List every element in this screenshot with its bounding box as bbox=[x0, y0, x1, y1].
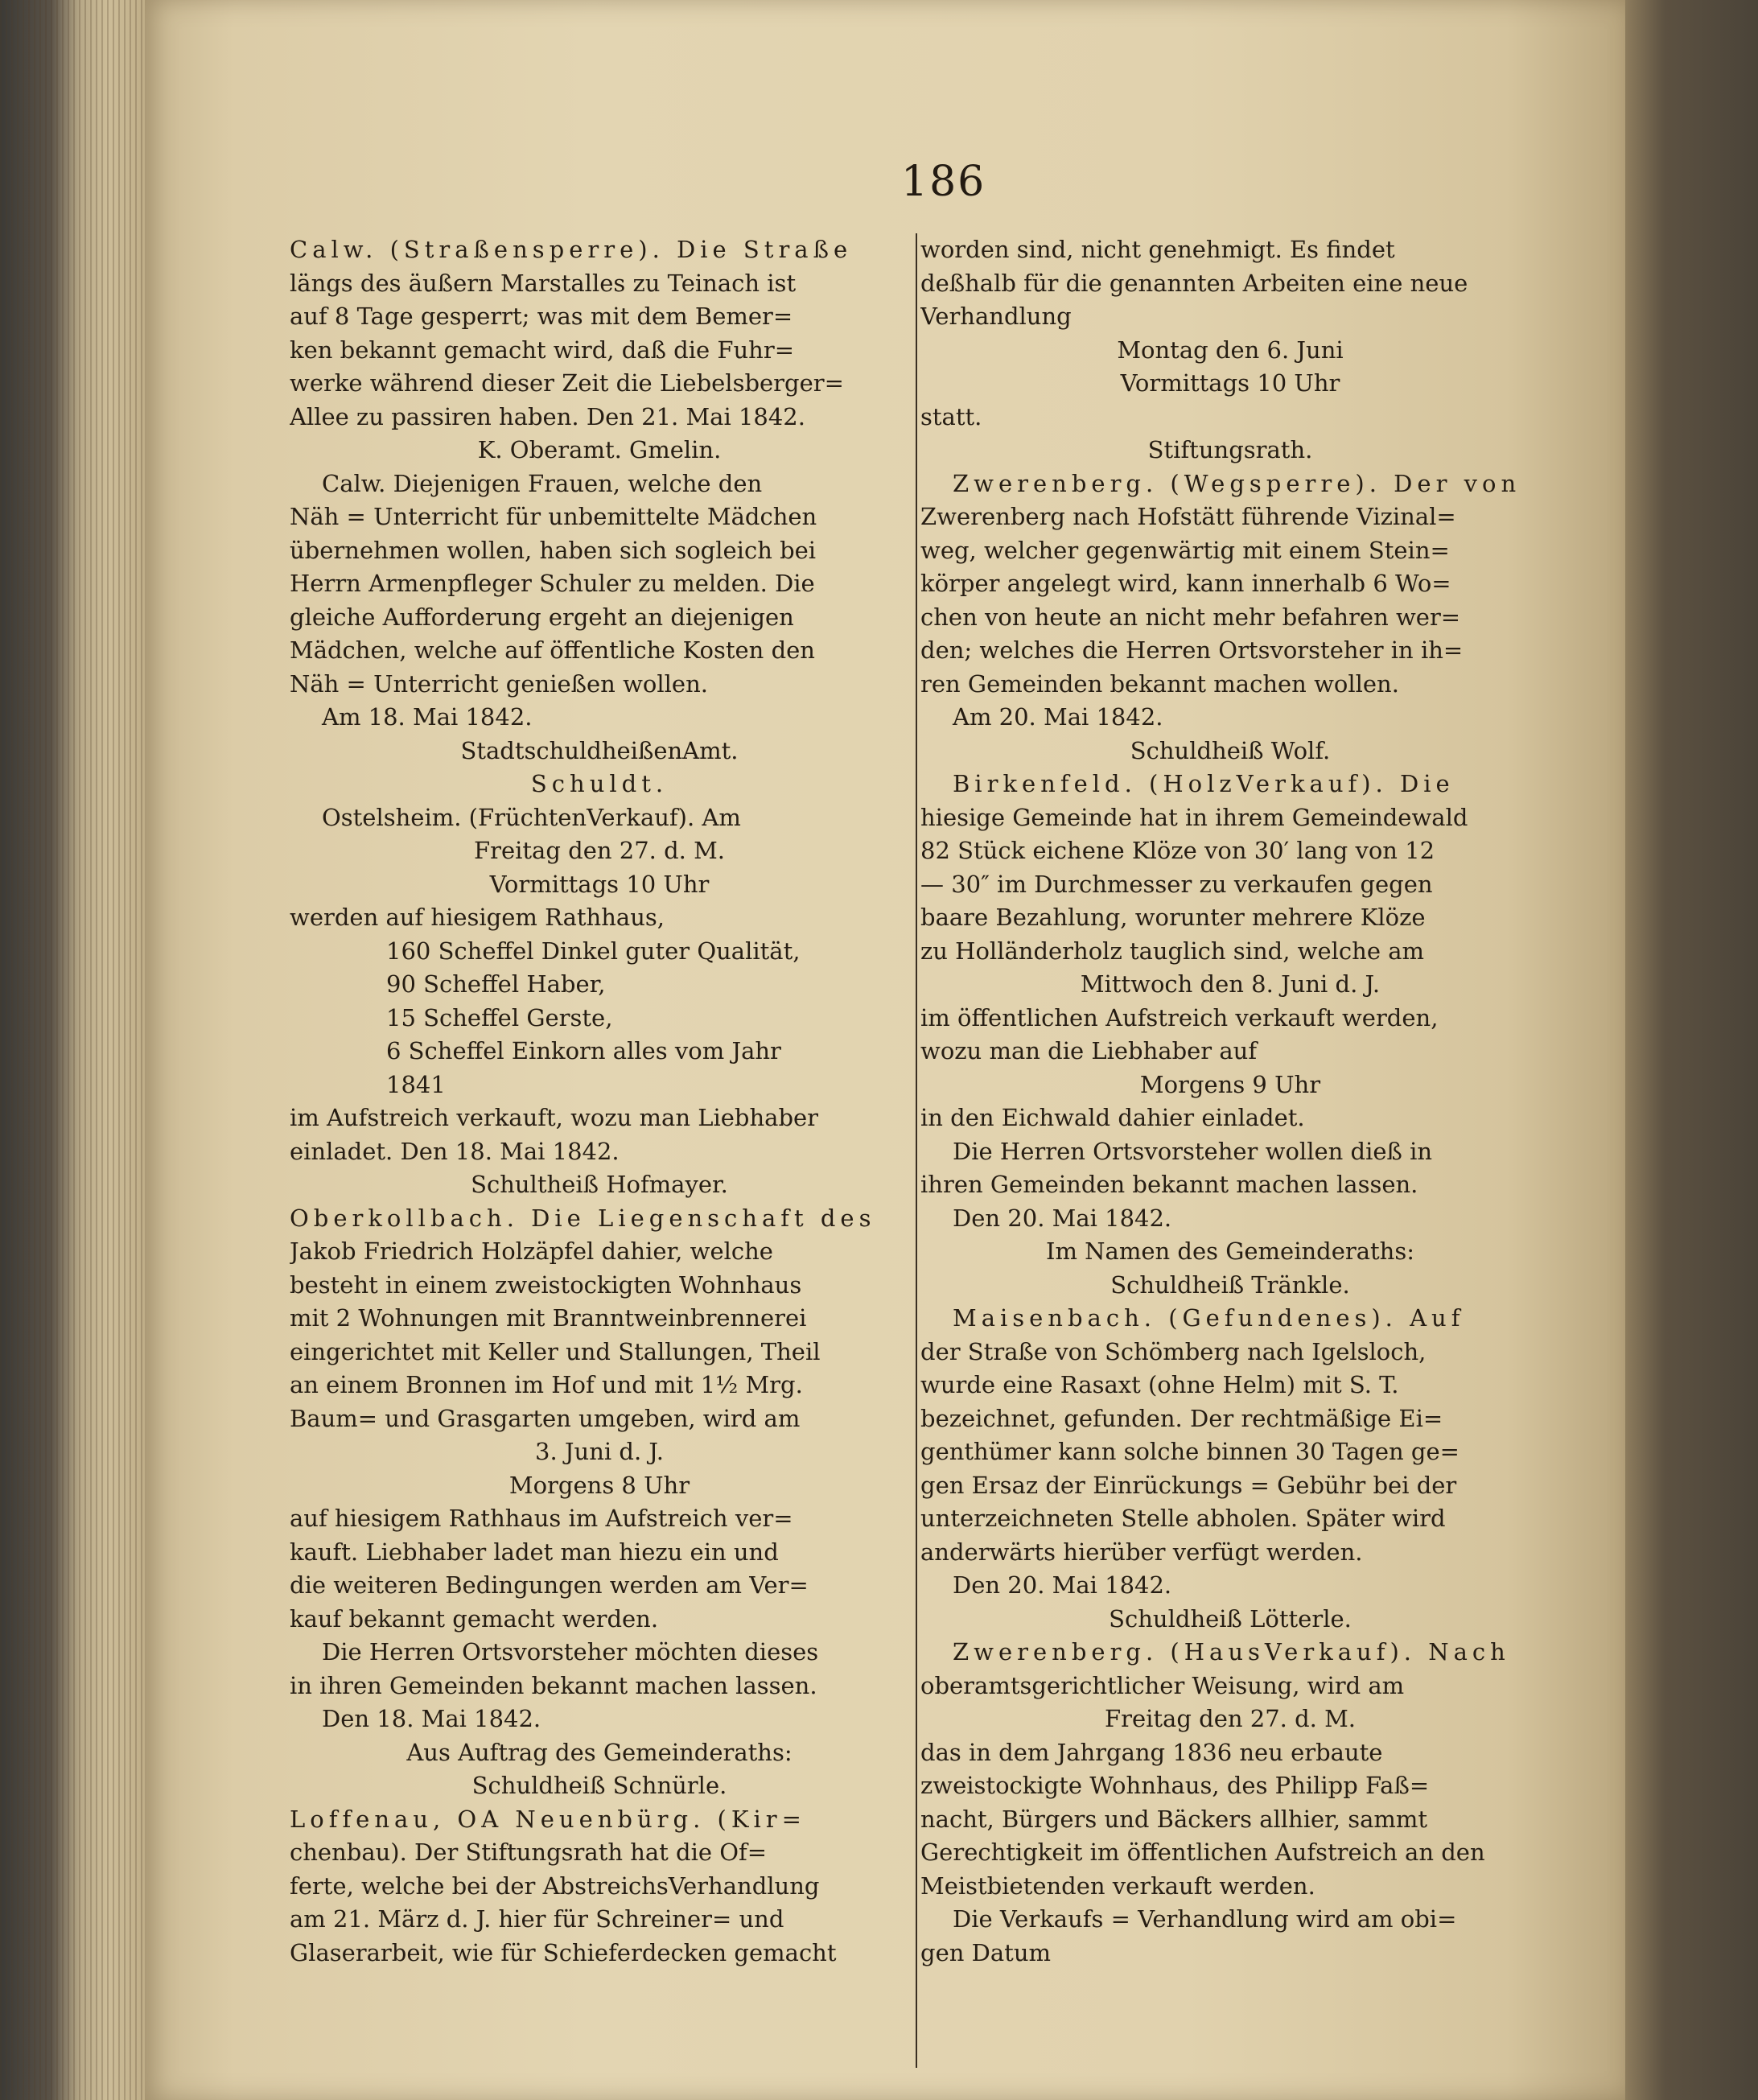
text-line: kauf bekannt gemacht werden. bbox=[290, 1604, 659, 1633]
text-line: längs des äußern Marstalles zu Teinach ist bbox=[290, 269, 797, 297]
text-line: gleiche Aufforderung ergeht an diejenigen bbox=[290, 603, 794, 631]
text-line: Morgens 9 Uhr bbox=[1139, 1070, 1321, 1098]
text-line: auf hiesigem Rathhaus im Aufstreich ver= bbox=[290, 1505, 793, 1532]
text-line: ferte, welche bei der AbstreichsVerhandlung bbox=[290, 1871, 820, 1900]
text-line: 160 Scheffel Dinkel guter Qualität, bbox=[386, 937, 801, 965]
text-line: hiesige Gemeinde hat in ihrem Gemeindewald bbox=[920, 803, 1468, 831]
text-line: StadtschuldheißenAmt. bbox=[460, 736, 739, 764]
text-line: Schuldheiß Schnürle. bbox=[471, 1772, 727, 1799]
text-line: Im Namen des Gemeinderaths: bbox=[1045, 1237, 1415, 1265]
text-line: den; welches die Herren Ortsvorsteher in ih= bbox=[920, 636, 1464, 664]
text-line: Vormittags 10 Uhr bbox=[1120, 369, 1340, 397]
text-line: 15 Scheffel Gerste, bbox=[386, 1003, 613, 1031]
right-column bbox=[920, 233, 1540, 1970]
text-line: gen Ersaz der Einrückungs = Gebühr bei der bbox=[920, 1471, 1457, 1499]
text-line: 90 Scheffel Haber, bbox=[386, 970, 606, 998]
text-line: 82 Stück eichene Klöze von 30′ lang von 12 bbox=[920, 837, 1435, 864]
text-line: — 30″ im Durchmesser zu verkaufen gegen bbox=[920, 870, 1433, 898]
text-line: Schuldheiß Wolf. bbox=[1130, 736, 1331, 764]
text-line: zweistockigte Wohnhaus, des Philipp Faß= bbox=[920, 1772, 1430, 1799]
text-line: 3. Juni d. J. bbox=[535, 1438, 664, 1465]
text-line: im öffentlichen Aufstreich verkauft werden, bbox=[920, 1003, 1439, 1031]
text-line: Den 20. Mai 1842. bbox=[953, 1204, 1172, 1232]
text-line: Schultheiß Hofmayer. bbox=[471, 1171, 728, 1198]
facing-page-edge bbox=[1625, 0, 1758, 2100]
text-line: Maisenbach. (Gefundenes). Auf bbox=[953, 1304, 1465, 1332]
text-line: wozu man die Liebhaber auf bbox=[920, 1037, 1258, 1064]
text-line: Am 18. Mai 1842. bbox=[322, 703, 533, 731]
text-line: Den 20. Mai 1842. bbox=[953, 1571, 1172, 1599]
text-line: Schuldheiß Lötterle. bbox=[1109, 1604, 1352, 1633]
text-line: einladet. Den 18. Mai 1842. bbox=[290, 1137, 620, 1165]
text-line: werke während dieser Zeit die Liebelsberger= bbox=[290, 369, 844, 397]
text-line: das in dem Jahrgang 1836 neu erbaute bbox=[920, 1738, 1383, 1766]
text-line: oberamtsgerichtlicher Weisung, wird am bbox=[920, 1671, 1405, 1699]
text-line: genthümer kann solche binnen 30 Tagen ge= bbox=[920, 1438, 1460, 1465]
text-line: Baum= und Grasgarten umgeben, wird am bbox=[290, 1404, 801, 1432]
page-number: 186 bbox=[901, 158, 986, 206]
text-line: Gerechtigkeit im öffentlichen Aufstreich an den bbox=[920, 1839, 1485, 1866]
text-line: Mädchen, welche auf öffentliche Kosten den bbox=[290, 636, 815, 664]
text-line: Schuldheiß Tränkle. bbox=[1110, 1270, 1350, 1299]
text-line: baare Bezahlung, worunter mehrere Klöze bbox=[920, 904, 1426, 931]
text-line: am 21. März d. J. hier für Schreiner= und bbox=[290, 1905, 784, 1933]
text-line: besteht in einem zweistockigten Wohnhaus bbox=[290, 1270, 802, 1299]
text-line: kauft. Liebhaber ladet man hiezu ein und bbox=[290, 1538, 779, 1566]
text-line: mit 2 Wohnungen mit Branntweinbrennerei bbox=[290, 1304, 807, 1332]
text-line: die weiteren Bedingungen werden am Ver= bbox=[290, 1571, 809, 1599]
text-line: Die Herren Ortsvorsteher wollen dieß in bbox=[953, 1137, 1433, 1165]
text-line: körper angelegt wird, kann innerhalb 6 Wo= bbox=[920, 570, 1451, 597]
text-line: Zwerenberg. (Wegsperre). Der von bbox=[953, 469, 1521, 497]
text-line: Aus Auftrag des Gemeinderaths: bbox=[406, 1738, 793, 1766]
text-line: chen von heute an nicht mehr befahren wer= bbox=[920, 603, 1461, 631]
text-line: K. Oberamt. Gmelin. bbox=[477, 436, 722, 463]
text-line: übernehmen wollen, haben sich sogleich bei bbox=[290, 536, 817, 564]
text-line: 6 Scheffel Einkorn alles vom Jahr bbox=[386, 1037, 781, 1064]
text-line: werden auf hiesigem Rathhaus, bbox=[290, 904, 665, 931]
text-line: auf 8 Tage gesperrt; was mit dem Bemer= bbox=[290, 303, 793, 330]
text-line: Ostelsheim. (FrüchtenVerkauf). Am bbox=[322, 803, 741, 831]
column-divider bbox=[916, 233, 917, 2068]
left-column bbox=[290, 233, 909, 1970]
text-line: worden sind, nicht genehmigt. Es findet bbox=[920, 236, 1395, 263]
text-line: Freitag den 27. d. M. bbox=[473, 837, 726, 864]
text-line: anderwärts hierüber verfügt werden. bbox=[920, 1538, 1363, 1566]
text-line: Zwerenberg nach Hofstätt führende Vizinal= bbox=[920, 503, 1456, 530]
text-line: chenbau). Der Stiftungsrath hat die Of= bbox=[290, 1839, 768, 1866]
text-line: deßhalb für die genannten Arbeiten eine neue bbox=[920, 269, 1468, 297]
text-line: Stiftungsrath. bbox=[1147, 436, 1313, 463]
text-line: Jakob Friedrich Holzäpfel dahier, welche bbox=[290, 1237, 773, 1265]
text-line: wurde eine Rasaxt (ohne Helm) mit S. T. bbox=[920, 1371, 1399, 1398]
text-line: Morgens 8 Uhr bbox=[508, 1471, 690, 1499]
book-page-edges bbox=[0, 0, 145, 2100]
text-line: eingerichtet mit Keller und Stallungen, Theil bbox=[290, 1337, 821, 1365]
text-line: Calw. (Straßensperre). Die Straße bbox=[290, 236, 853, 263]
text-line: ihren Gemeinden bekannt machen lassen. bbox=[920, 1171, 1418, 1198]
text-line: bezeichnet, gefunden. Der rechtmäßige Ei= bbox=[920, 1404, 1443, 1432]
text-line: Vormittags 10 Uhr bbox=[489, 870, 710, 898]
text-line: 1841 bbox=[386, 1070, 446, 1098]
text-line: gen Datum bbox=[920, 1938, 1051, 1966]
text-line: Birkenfeld. (HolzVerkauf). Die bbox=[953, 770, 1455, 797]
text-line: Herrn Armenpfleger Schuler zu melden. Die bbox=[290, 570, 815, 597]
text-line: ken bekannt gemacht wird, daß die Fuhr= bbox=[290, 336, 795, 364]
text-line: Verhandlung bbox=[920, 303, 1072, 330]
text-line: Calw. Diejenigen Frauen, welche den bbox=[322, 469, 763, 497]
text-line: Oberkollbach. Die Liegenschaft des bbox=[290, 1204, 876, 1232]
text-line: Meistbietenden verkauft werden. bbox=[920, 1871, 1315, 1900]
text-line: an einem Bronnen im Hof und mit 1½ Mrg. bbox=[290, 1371, 803, 1398]
text-line: der Straße von Schömberg nach Igelsloch, bbox=[920, 1337, 1427, 1365]
text-line: in ihren Gemeinden bekannt machen lassen. bbox=[290, 1671, 817, 1699]
text-line: in den Eichwald dahier einladet. bbox=[920, 1104, 1305, 1131]
text-line: Montag den 6. Juni bbox=[1117, 336, 1344, 364]
text-line: Loffenau, OA Neuenbürg. (Kir= bbox=[290, 1805, 806, 1833]
text-line: im Aufstreich verkauft, wozu man Liebhaber bbox=[290, 1104, 819, 1131]
text-line: Den 18. Mai 1842. bbox=[322, 1705, 541, 1732]
text-line: Glaserarbeit, wie für Schieferdecken gemacht bbox=[290, 1938, 837, 1966]
text-line: Allee zu passiren haben. Den 21. Mai 1842. bbox=[290, 402, 805, 430]
text-line: ren Gemeinden bekannt machen wollen. bbox=[920, 669, 1399, 698]
text-line: statt. bbox=[920, 402, 982, 430]
text-line: Näh = Unterricht für unbemittelte Mädchen bbox=[290, 503, 817, 530]
text-line: Zwerenberg. (HausVerkauf). Nach bbox=[953, 1638, 1510, 1666]
text-line: zu Holländerholz tauglich sind, welche am bbox=[920, 937, 1424, 965]
text-line: Mittwoch den 8. Juni d. J. bbox=[1080, 970, 1381, 998]
text-line: Näh = Unterricht genießen wollen. bbox=[290, 669, 708, 698]
text-line: Die Herren Ortsvorsteher möchten dieses bbox=[322, 1638, 819, 1666]
text-line: Schuldt. bbox=[530, 770, 669, 797]
text-line: nacht, Bürgers und Bäckers allhier, sammt bbox=[920, 1805, 1428, 1833]
text-line: Am 20. Mai 1842. bbox=[953, 703, 1163, 731]
text-line: unterzeichneten Stelle abholen. Später wird bbox=[920, 1505, 1446, 1532]
text-line: Die Verkaufs = Verhandlung wird am obi= bbox=[953, 1905, 1457, 1933]
text-line: Freitag den 27. d. M. bbox=[1104, 1705, 1357, 1732]
text-line: weg, welcher gegenwärtig mit einem Stein= bbox=[920, 536, 1450, 564]
